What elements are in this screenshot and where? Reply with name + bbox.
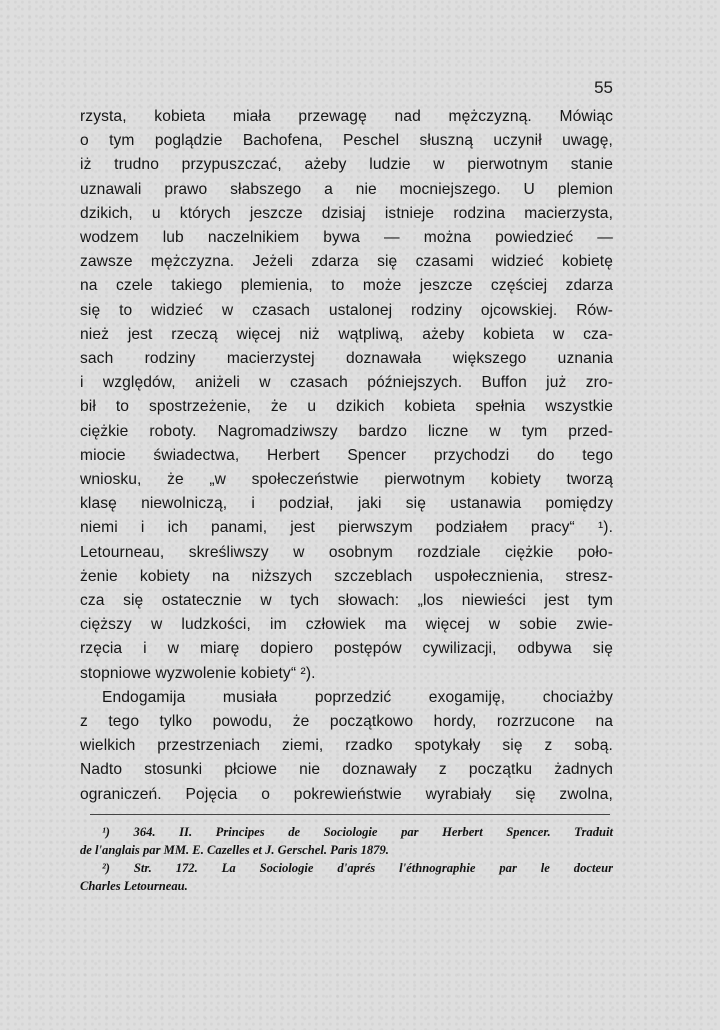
text-line: wniosku, że „w społeczeństwie pierwotnym kobiety tworzą — [80, 471, 613, 489]
text-line: dzikich, u których jeszcze dzisiaj istnieje rodzina macierzysta, — [80, 204, 613, 222]
footnote-line: Charles Letourneau. — [80, 879, 188, 893]
paragraph-start: Endogamija musiała poprzedzić exogamiję, chociażby — [102, 688, 613, 706]
text-line: rzysta, kobieta miała przewagę nad mężczyzną. Mówiąc — [80, 108, 613, 125]
text-line: o tym poglądzie Bachofena, Peschel słuszną uczynił uwagę, — [80, 132, 613, 150]
footnote-divider — [90, 814, 610, 815]
page-number: 55 — [594, 78, 613, 97]
text-line: miocie świadectwa, Herbert Spencer przychodzi do tego — [80, 446, 613, 464]
text-line: się to widzieć w czasach ustalonej rodziny ojcowskiej. Rów- — [80, 301, 613, 319]
footnote-line: ¹) 364. II. Principes de Sociologie par Herbert Spencer. Traduit — [102, 825, 613, 839]
text-line: nież jest rzeczą więcej niż wątpliwą, ażeby kobieta w cza- — [80, 325, 613, 343]
footnote-line: de l'anglais par MM. E. Cazelles et J. Gerschel. Paris 1879. — [80, 843, 389, 857]
text-line: żenie kobiety na niższych szczeblach uspołecznienia, stresz- — [80, 567, 613, 585]
text-line: stopniowe wyzwolenie kobiety“ ²). — [80, 664, 316, 682]
text-line: ograniczeń. Pojęcia o pokrewieństwie wyrabiały się zwolna, — [80, 785, 613, 803]
text-line: rzęcia i w miarę dopiero postępów cywilizacji, odbywa się — [80, 640, 613, 658]
text-line: na czele takiego plemienia, to może jeszcze częściej zdarza — [80, 277, 613, 295]
text-line: sach rodziny macierzystej doznawała większego uznania — [80, 350, 613, 368]
text-line: wodzem lub naczelnikiem bywa — można powiedzieć — — [80, 229, 613, 247]
text-line: bił to spostrzeżenie, że u dzikich kobieta spełnia wszystkie — [80, 398, 613, 416]
text-line: wielkich przestrzeniach ziemi, rzadko spotykały się z sobą. — [80, 737, 613, 755]
footnotes — [80, 823, 613, 895]
text-line: cięższy w ludzkości, im człowiek ma więcej w sobie zwie- — [80, 616, 613, 634]
text-line: niemi i ich panami, jest pierwszym podziałem pracy“ ¹). — [80, 519, 613, 537]
text-line: Letourneau, skreśliwszy w osobnym rozdziale ciężkie poło- — [80, 543, 613, 561]
text-line: iż trudno przypuszczać, ażeby ludzie w pierwotnym stanie — [80, 156, 613, 174]
text-line: ciężkie roboty. Nagromadziwszy bardzo liczne w tym przed- — [80, 422, 613, 440]
text-line: klasę niewolniczą, i podział, jaki się ustanawia pomiędzy — [80, 495, 613, 513]
text-line: Nadto stosunki płciowe nie doznawały z początku żadnych — [80, 761, 613, 779]
footnote-line: ²) Str. 172. La Sociologie d'aprés l'éthnographie par le docteur — [102, 861, 613, 875]
text-line: i względów, aniżeli w czasach późniejszych. Buffon już zro- — [80, 374, 613, 392]
text-line: uznawali prawo słabszego a nie mocniejszego. U plemion — [80, 180, 613, 198]
text-line: zawsze mężczyzna. Jeżeli zdarza się czasami widzieć kobietę — [80, 253, 613, 271]
body-text — [80, 105, 613, 807]
text-line: cza się ostatecznie w tych słowach: „los niewieści jest tym — [80, 592, 613, 610]
text-line: z tego tylko powodu, że początkowo hordy, rozrzucone na — [80, 713, 613, 731]
